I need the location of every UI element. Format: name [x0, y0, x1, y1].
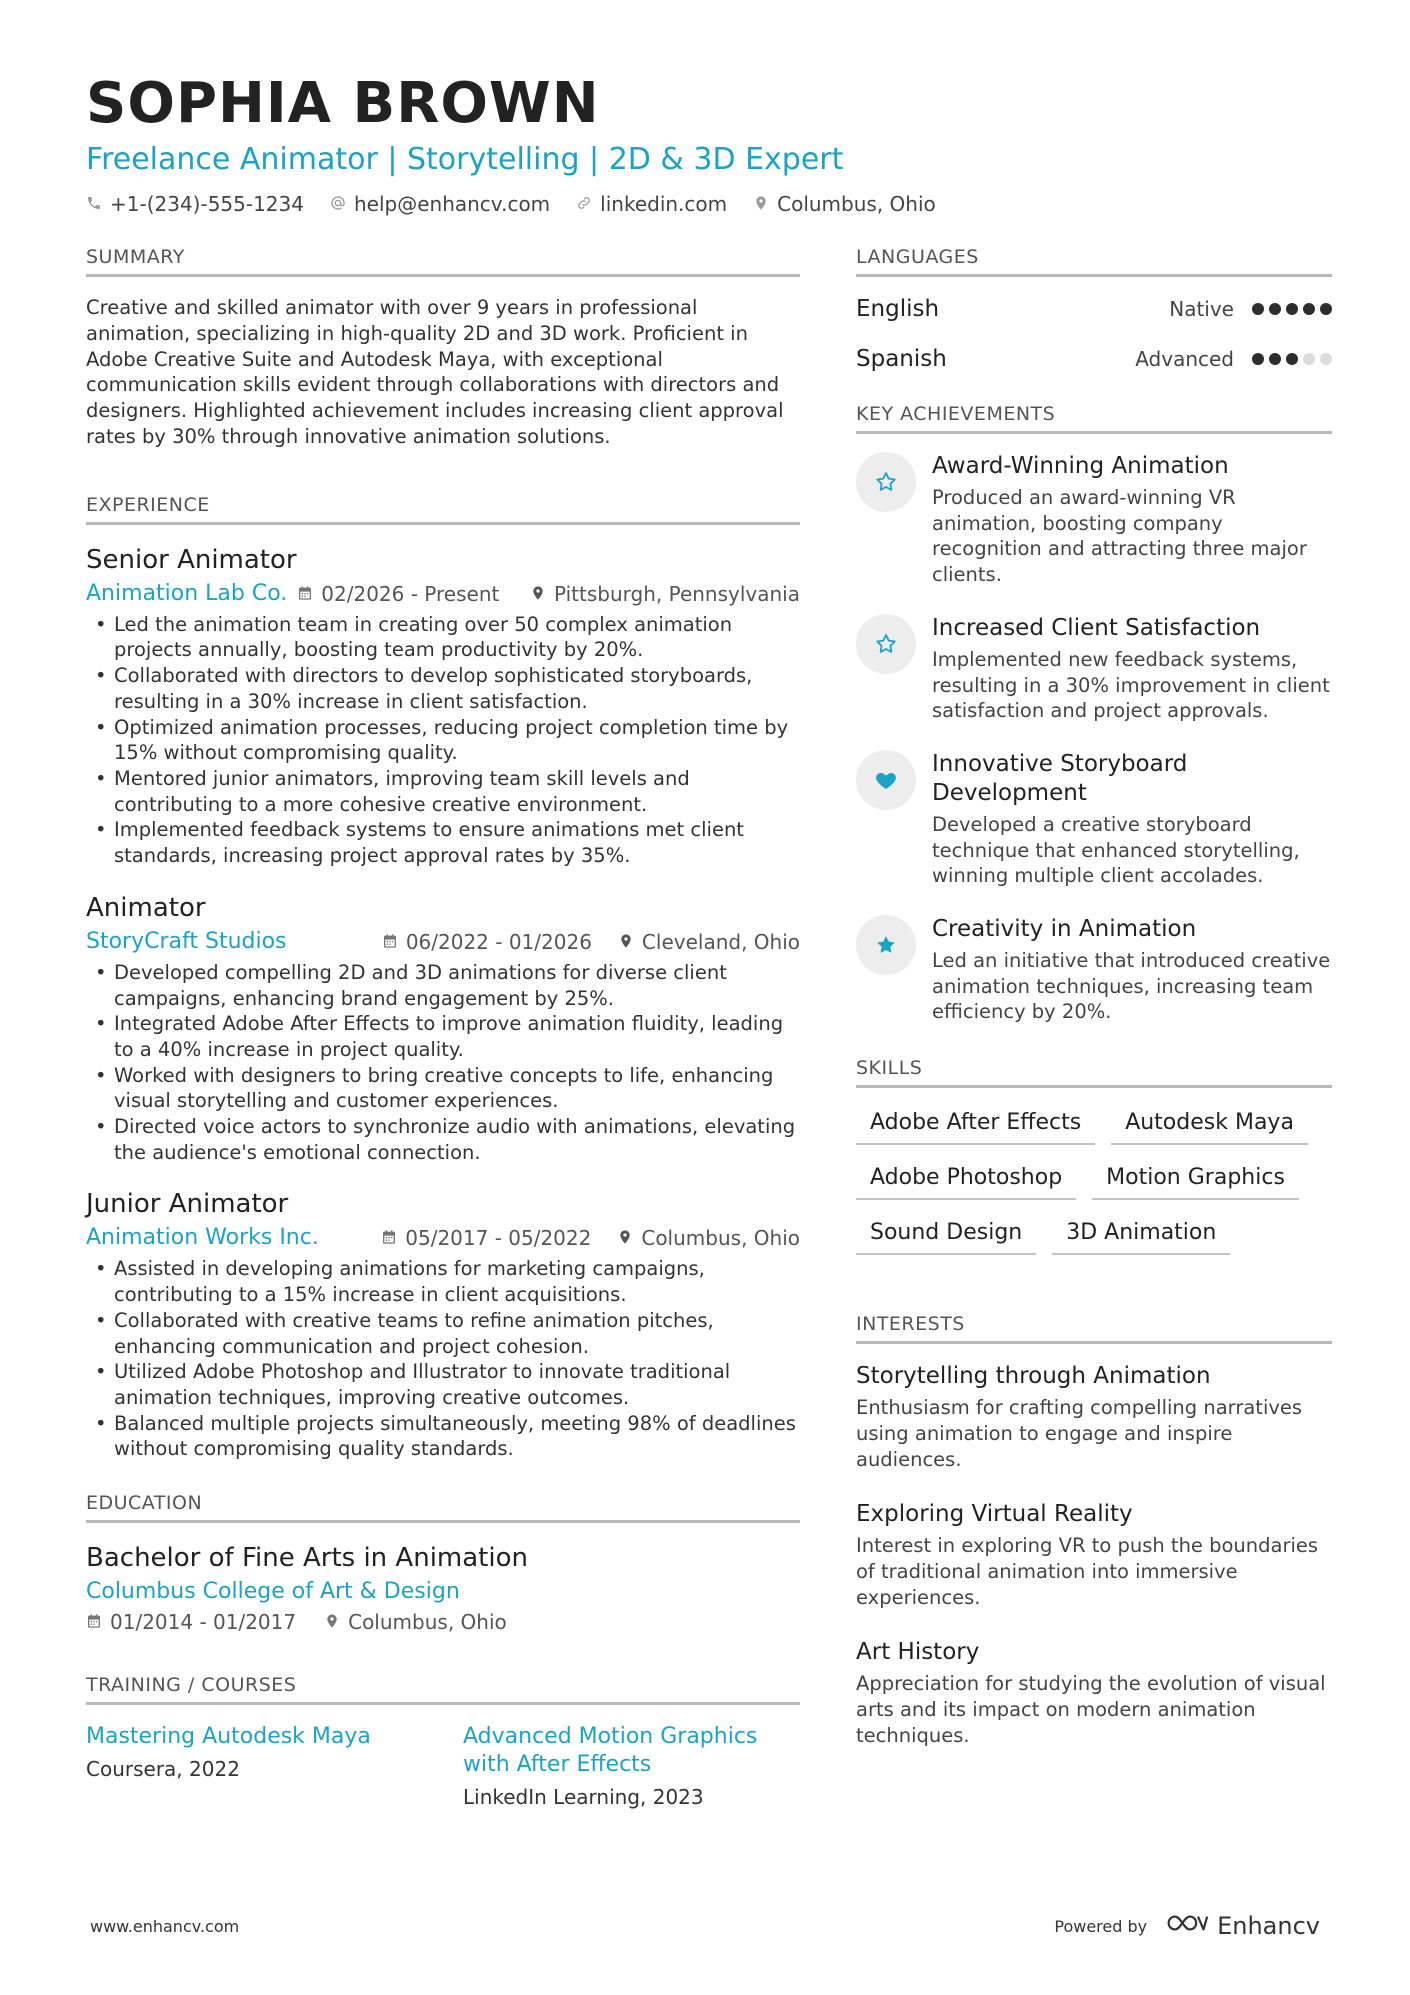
enhancv-logo-icon — [1165, 1912, 1209, 1940]
section-title: LANGUAGES — [856, 246, 1332, 277]
education-meta — [86, 1610, 800, 1634]
language-proficiency — [1169, 297, 1332, 321]
rating-dot-filled — [1269, 353, 1281, 365]
job-location — [618, 928, 800, 956]
bullet-item: • Directed voice actors to synchronize audio with animations, elevating the audience's emotional connection. — [86, 1114, 800, 1165]
courses-section — [86, 1674, 800, 1809]
bullet-item: • Assisted in developing animations for marketing campaigns, contributing to a 15% increase in client acquisitions. — [86, 1256, 800, 1307]
course-provider: Coursera, 2022 — [86, 1757, 240, 1782]
achievement-title: Creativity in Animation — [932, 916, 1197, 943]
achievement-title: Innovative Storyboard Development — [932, 750, 1188, 806]
calendar-icon — [382, 928, 398, 956]
dates-text: 05/2017 - 05/2022 — [405, 1226, 592, 1251]
footer-url[interactable]: www.enhancv.com — [90, 1916, 240, 1936]
language-row — [856, 295, 1332, 323]
brand-logo[interactable] — [1165, 1912, 1320, 1940]
interests-section — [856, 1313, 1332, 1748]
achievement-item — [856, 915, 1332, 1025]
location-pin-icon — [617, 1224, 633, 1252]
job-entry — [86, 1187, 800, 1462]
language-level: Advanced — [1135, 347, 1234, 371]
location-text: Pittsburgh, Pennsylvania — [553, 581, 800, 606]
job-location — [530, 580, 800, 608]
candidate-title: Freelance Animator | Storytelling | 2D & 3D Expert — [86, 142, 844, 177]
job-title: Animator — [86, 892, 206, 923]
powered-by-text: Powered by — [1054, 1916, 1148, 1936]
achievement-description: Implemented new feedback systems, resulting in a 30% improvement in client satisfaction and project approvals. — [932, 647, 1330, 723]
skill-tag: Adobe After Effects — [856, 1106, 1095, 1145]
interest-title: Exploring Virtual Reality — [856, 1501, 1133, 1528]
email-text: help@enhancv.com — [353, 192, 551, 216]
bullet-item: • Developed compelling 2D and 3D animations for diverse client campaigns, enhancing brand engagement by 25%. — [86, 960, 800, 1011]
rating-dot-filled — [1286, 353, 1298, 365]
rating-dot-empty — [1320, 353, 1332, 365]
experience-section — [86, 494, 800, 1462]
interest-description: Appreciation for studying the evolution of visual arts and its impact on modern animation techniques. — [856, 1672, 1326, 1747]
achievements-section — [856, 403, 1332, 1025]
dates-text: 01/2014 - 01/2017 — [110, 1610, 297, 1635]
left-column — [86, 246, 800, 1853]
bullet-item: • Collaborated with creative teams to refine animation pitches, enhancing communication and project cohesion. — [86, 1308, 800, 1359]
resume-header — [86, 70, 1326, 216]
interest-description: Interest in exploring VR to push the boundaries of traditional animation into immersive experiences. — [856, 1534, 1319, 1609]
language-row — [856, 345, 1332, 373]
job-entry — [86, 891, 800, 1166]
location-pin-icon — [324, 1610, 340, 1634]
course-item — [86, 1723, 423, 1809]
footer-branding — [1054, 1912, 1320, 1940]
course-item — [463, 1723, 800, 1809]
contact-bar — [86, 192, 1326, 216]
course-name: Mastering Autodesk Maya — [86, 1724, 371, 1750]
achievement-item — [856, 614, 1332, 724]
candidate-name: SOPHIA BROWN — [86, 71, 600, 136]
job-location — [617, 1224, 800, 1252]
bullet-item: • Mentored junior animators, improving team skill levels and contributing to a more cohesive creative environment. — [86, 766, 800, 817]
bullet-item: • Collaborated with directors to develop sophisticated storyboards, resulting in a 30% increase in client satisfaction. — [86, 663, 800, 714]
calendar-icon — [86, 1610, 102, 1634]
company-name: Animation Works Inc. — [86, 1225, 319, 1251]
section-title: KEY ACHIEVEMENTS — [856, 403, 1332, 434]
skill-list — [856, 1106, 1332, 1255]
job-entry — [86, 543, 800, 869]
course-name: Advanced Motion Graphics with After Effects — [463, 1724, 758, 1778]
location-text: Columbus, Ohio — [641, 1226, 800, 1251]
rating-dot-empty — [1303, 353, 1315, 365]
skill-tag: Adobe Photoshop — [856, 1161, 1076, 1200]
job-dates — [381, 1224, 591, 1252]
job-bullets — [86, 960, 800, 1166]
summary-text: Creative and skilled animator with over 9 years in professional animation, specializing in high-quality 2D and 3D work. Proficient in Adobe Creative Suite and Autodesk Maya, with exceptional communication skills evident through collaborations with directors and designers. Highlighted achievement includes increasing client approval rates by 30% through innovative animation solutions. — [86, 296, 784, 448]
dates-text: 06/2022 - 01/2026 — [405, 929, 592, 954]
link-icon — [576, 192, 592, 216]
phone-icon — [86, 192, 102, 216]
course-list — [86, 1723, 800, 1809]
company-name: StoryCraft Studios — [86, 928, 287, 954]
summary-section — [86, 246, 800, 450]
job-bullets — [86, 612, 800, 869]
job-meta — [86, 928, 800, 956]
section-title: EDUCATION — [86, 1492, 800, 1523]
rating-dot-filled — [1286, 303, 1298, 315]
location-pin-icon — [618, 928, 634, 956]
education-dates — [86, 1610, 296, 1634]
job-title: Senior Animator — [86, 544, 297, 575]
languages-section — [856, 246, 1332, 373]
page-footer — [90, 1912, 1320, 1940]
calendar-icon — [381, 1224, 397, 1252]
dates-text: 02/2026 - Present — [321, 581, 500, 606]
skill-tag: Autodesk Maya — [1111, 1106, 1308, 1145]
school-name: Columbus College of Art & Design — [86, 1579, 460, 1605]
heart-icon — [856, 750, 916, 810]
achievement-description: Produced an award-winning VR animation, boosting company recognition and attracting three major clients. — [932, 486, 1307, 587]
bullet-item: • Balanced multiple projects simultaneously, meeting 98% of deadlines without compromising quality standards. — [86, 1411, 800, 1462]
linkedin-text: linkedin.com — [600, 192, 728, 216]
skill-tag: 3D Animation — [1052, 1216, 1230, 1255]
rating-dot-filled — [1303, 303, 1315, 315]
language-level: Native — [1169, 297, 1234, 321]
interest-item — [856, 1362, 1332, 1472]
job-meta — [86, 1224, 800, 1252]
language-name: Spanish — [856, 346, 947, 372]
right-column — [856, 246, 1332, 1792]
rating-dots — [1252, 303, 1332, 315]
location-pin-icon — [753, 192, 769, 216]
location-pin-icon — [530, 580, 546, 608]
rating-dot-filled — [1252, 353, 1264, 365]
section-title: SUMMARY — [86, 246, 800, 277]
language-name: English — [856, 296, 940, 322]
interest-title: Storytelling through Animation — [856, 1363, 1211, 1390]
section-title: TRAINING / COURSES — [86, 1674, 800, 1705]
skill-tag: Sound Design — [856, 1216, 1036, 1255]
achievement-title: Increased Client Satisfaction — [932, 614, 1261, 641]
course-provider: LinkedIn Learning, 2023 — [463, 1785, 704, 1810]
bullet-item: • Led the animation team in creating over 50 complex animation projects annually, boosting team productivity by 20%. — [86, 612, 800, 663]
calendar-icon — [297, 580, 313, 608]
job-bullets — [86, 1256, 800, 1462]
location-text: Cleveland, Ohio — [641, 929, 800, 954]
section-title: SKILLS — [856, 1057, 1332, 1088]
achievement-title: Award-Winning Animation — [932, 453, 1229, 479]
location-text: Columbus, Ohio — [777, 192, 936, 216]
achievement-item — [856, 750, 1332, 889]
at-icon — [330, 192, 346, 216]
job-dates — [382, 928, 592, 956]
interest-title: Art History — [856, 1639, 980, 1666]
achievement-description: Led an initiative that introduced creative animation techniques, increasing team efficiency by 20%. — [932, 949, 1331, 1024]
star-outline-icon — [856, 452, 916, 512]
achievement-description: Developed a creative storyboard technique that enhanced storytelling, winning multiple client accolades. — [932, 812, 1300, 888]
rating-dot-filled — [1269, 303, 1281, 315]
degree-title: Bachelor of Fine Arts in Animation — [86, 1543, 528, 1574]
location-text: Columbus, Ohio — [348, 1610, 507, 1635]
phone-text: +1-(234)-555-1234 — [110, 192, 304, 216]
rating-dots — [1252, 353, 1332, 365]
contact-email[interactable] — [330, 192, 550, 216]
brand-name: Enhancv — [1217, 1912, 1320, 1940]
achievement-item — [856, 452, 1332, 588]
bullet-item: • Optimized animation processes, reducing project completion time by 15% without compromising quality. — [86, 715, 800, 766]
education-section — [86, 1492, 800, 1634]
star-filled-icon — [856, 915, 916, 975]
bullet-item: • Utilized Adobe Photoshop and Illustrator to innovate traditional animation techniques, improving creative outcomes. — [86, 1359, 800, 1410]
contact-location — [753, 192, 936, 216]
job-title: Junior Animator — [86, 1189, 289, 1220]
contact-phone — [86, 192, 304, 216]
language-proficiency — [1135, 347, 1332, 371]
bullet-item: • Implemented feedback systems to ensure animations met client standards, increasing project approval rates by 35%. — [86, 817, 800, 868]
interest-item — [856, 1500, 1332, 1610]
skills-section — [856, 1057, 1332, 1255]
section-title: INTERESTS — [856, 1313, 1332, 1344]
interest-description: Enthusiasm for crafting compelling narratives using animation to engage and inspire audiences. — [856, 1396, 1303, 1471]
company-name: Animation Lab Co. — [86, 580, 288, 606]
contact-linkedin[interactable] — [576, 192, 727, 216]
section-title: EXPERIENCE — [86, 494, 800, 525]
rating-dot-filled — [1320, 303, 1332, 315]
skill-tag: Motion Graphics — [1092, 1161, 1299, 1200]
bullet-item: • Worked with designers to bring creative concepts to life, enhancing visual storytelling and customer experiences. — [86, 1063, 800, 1114]
rating-dot-filled — [1252, 303, 1264, 315]
bullet-item: • Integrated Adobe After Effects to improve animation fluidity, leading to a 40% increase in project quality. — [86, 1011, 800, 1062]
interest-item — [856, 1638, 1332, 1748]
job-meta — [86, 580, 800, 608]
star-outline-icon — [856, 614, 916, 674]
job-dates — [297, 580, 499, 608]
education-location — [324, 1610, 507, 1634]
